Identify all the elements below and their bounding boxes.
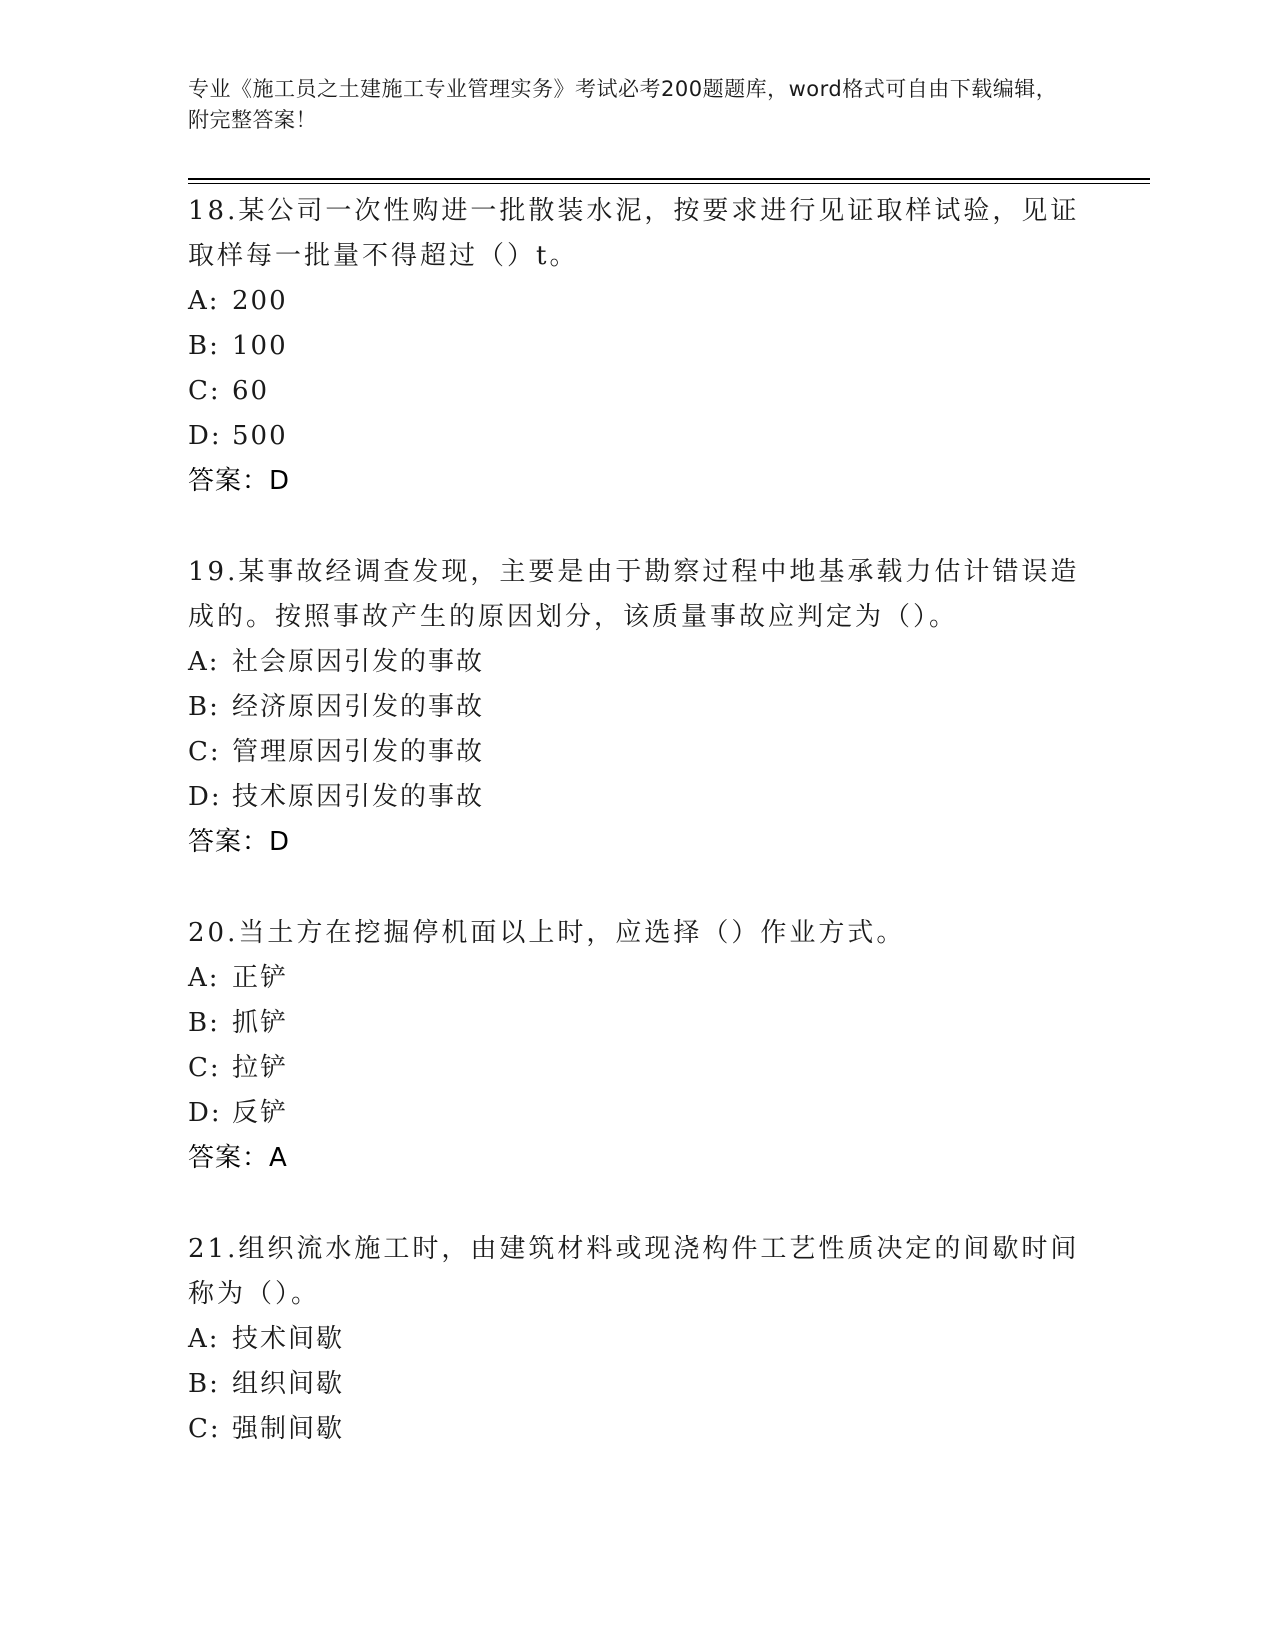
option-d [188, 1091, 1088, 1136]
option-label: C: [188, 1414, 221, 1444]
option-a [188, 279, 1088, 324]
question-18 [188, 189, 1088, 503]
option-text: 500 [232, 421, 288, 451]
page-header-text: 专业《施工员之土建施工专业管理实务》考试必考200题题库，word格式可自由下载编辑，附完整答案！ [188, 77, 1058, 132]
option-label: C: [188, 1053, 221, 1083]
question-spacer [188, 864, 1088, 911]
option-c [188, 1407, 1088, 1452]
option-d [188, 414, 1088, 459]
question-20 [188, 911, 1088, 1180]
option-text: 技术间歇 [232, 1324, 345, 1354]
option-text: 60 [232, 376, 270, 406]
option-label: D: [188, 1098, 222, 1128]
option-label: A: [188, 1324, 220, 1354]
option-label: D: [188, 421, 222, 451]
option-text: 200 [232, 286, 288, 316]
question-text: 19.某事故经调查发现，主要是由于勘察过程中地基承载力估计错误造成的。按照事故产生的原因划分，该质量事故应判定为（）。 [188, 557, 1080, 632]
option-text: 技术原因引发的事故 [232, 782, 485, 812]
option-label: D: [188, 782, 222, 812]
question-text: 18.某公司一次性购进一批散装水泥，按要求进行见证取样试验，见证取样每一批量不得超过（）t。 [188, 196, 1080, 271]
option-label: B: [188, 1369, 220, 1399]
option-b [188, 1001, 1088, 1046]
option-c [188, 730, 1088, 775]
option-text: 反铲 [232, 1098, 289, 1128]
question-list [188, 189, 1088, 1452]
option-label: C: [188, 737, 221, 767]
option-label: A: [188, 647, 220, 677]
option-label: A: [188, 286, 220, 316]
option-c [188, 369, 1088, 414]
option-text: 组织间歇 [232, 1369, 345, 1399]
option-text: 100 [232, 331, 288, 361]
option-b [188, 1362, 1088, 1407]
option-text: 管理原因引发的事故 [232, 737, 485, 767]
option-label: B: [188, 1008, 220, 1038]
option-label: B: [188, 331, 220, 361]
option-c [188, 1046, 1088, 1091]
option-label: B: [188, 692, 220, 722]
answer-text: 答案：D [188, 466, 291, 496]
option-b [188, 685, 1088, 730]
option-a [188, 640, 1088, 685]
option-label: C: [188, 376, 221, 406]
option-text: 社会原因引发的事故 [232, 647, 485, 677]
answer-text: 答案：A [188, 1143, 288, 1173]
question-19 [188, 550, 1088, 864]
option-text: 强制间歇 [232, 1414, 345, 1444]
option-d [188, 775, 1088, 820]
option-text: 经济原因引发的事故 [232, 692, 485, 722]
header-divider-thin [188, 183, 1150, 184]
question-spacer [188, 503, 1088, 550]
option-text: 拉铲 [232, 1053, 289, 1083]
option-b [188, 324, 1088, 369]
question-text: 21.组织流水施工时，由建筑材料或现浇构件工艺性质决定的间歇时间称为（）。 [188, 1234, 1080, 1309]
answer-text: 答案：D [188, 827, 291, 857]
option-text: 正铲 [232, 963, 289, 993]
option-a [188, 1317, 1088, 1362]
question-spacer [188, 1180, 1088, 1227]
option-a [188, 956, 1088, 1001]
header-divider-thick [188, 178, 1150, 180]
question-21 [188, 1227, 1088, 1452]
option-label: A: [188, 963, 220, 993]
question-text: 20.当土方在挖掘停机面以上时，应选择（）作业方式。 [188, 918, 906, 948]
option-text: 抓铲 [232, 1008, 289, 1038]
